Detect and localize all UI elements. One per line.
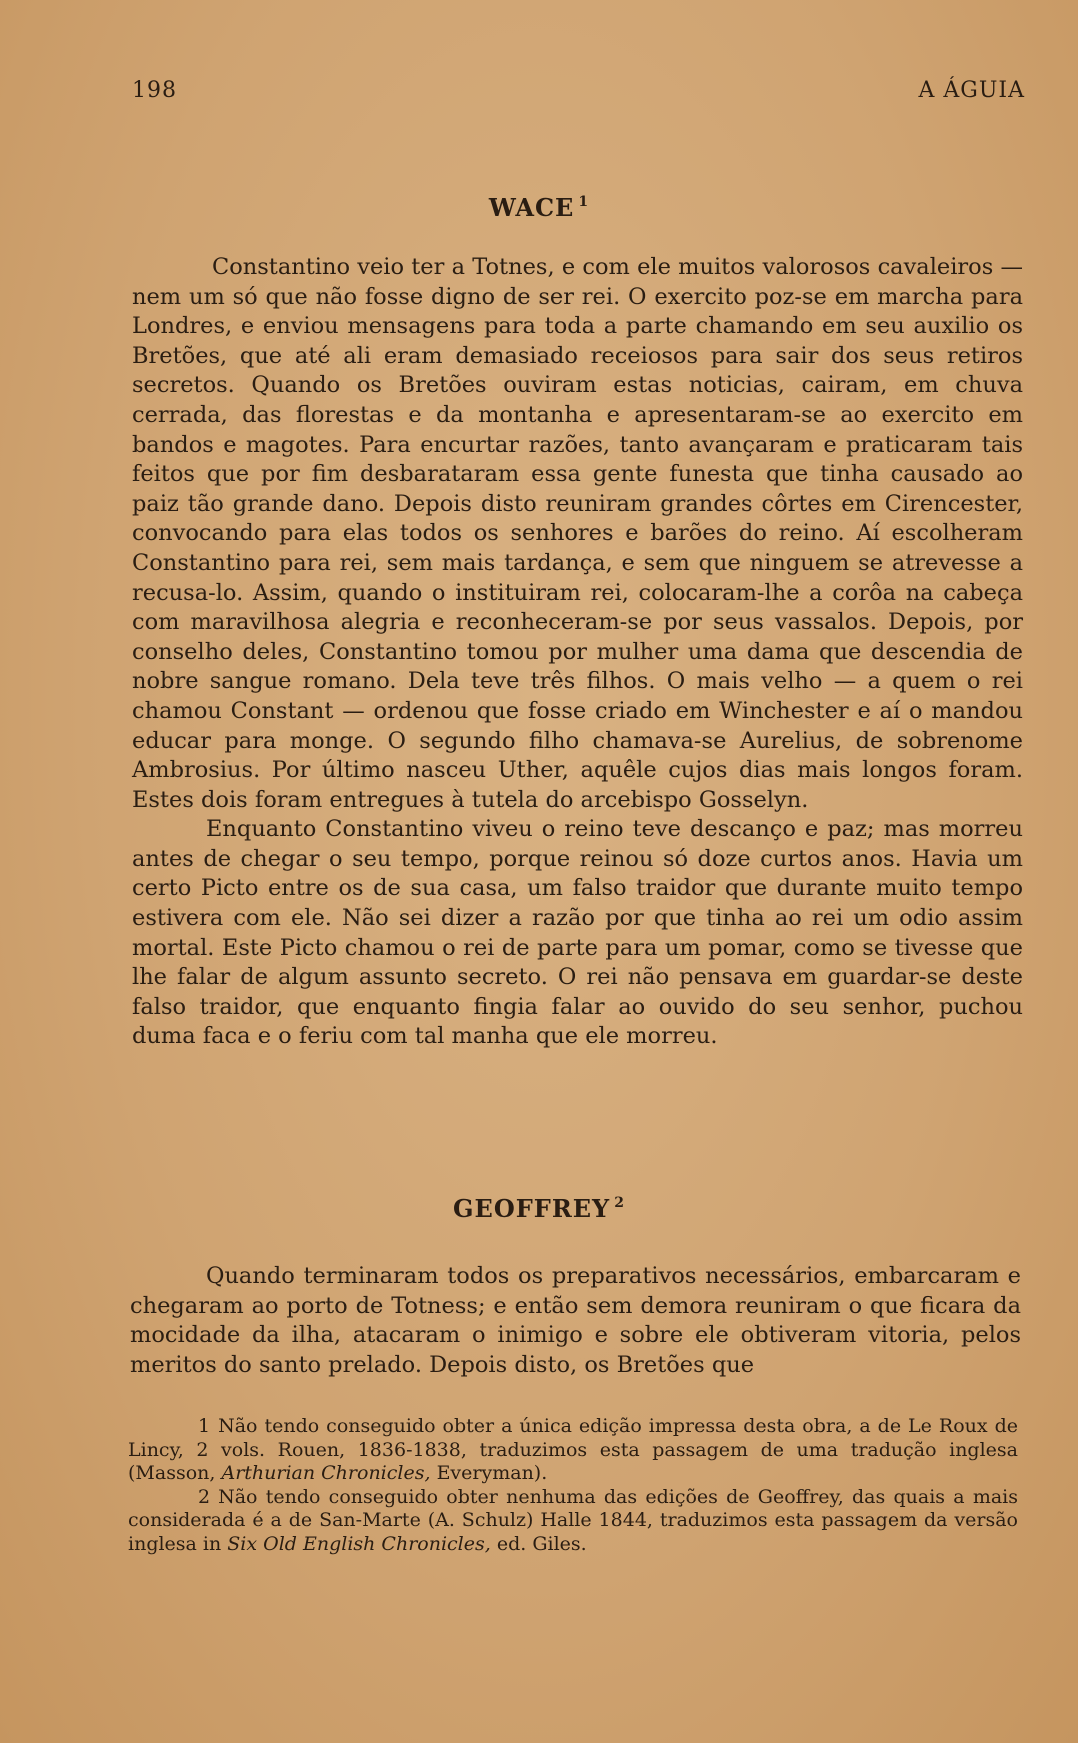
footnote-reference: 1 xyxy=(578,194,590,210)
section-title-text: GEOFFREY xyxy=(453,1194,611,1223)
footnote-book-title: Arthurian Chronicles, xyxy=(221,1462,431,1484)
footnote-1 xyxy=(128,1415,1018,1486)
footnote-text: ed. Giles. xyxy=(496,1532,587,1555)
section-title-geoffrey xyxy=(0,1194,1078,1223)
footnote-mark: 2 xyxy=(198,1485,211,1508)
paragraph: Quando terminaram todos os preparativos necessários, embarcaram e chegaram ao porto de Totness; e então sem demora reuniram o que ficara da mocidade da ilha, atacaram o inimigo e sobre ele obtiveram vitoria, pelos meritos do santo prelado. Depois disto, os Bretões que xyxy=(130,1263,1021,1378)
journal-title: A ÁGUIA xyxy=(918,78,1025,103)
footnote-text: Everyman). xyxy=(436,1462,548,1484)
footnote-reference: 2 xyxy=(614,1195,625,1211)
page-number: 198 xyxy=(132,78,177,103)
footnote-text: Não tendo conseguido obter a única edição impressa desta obra, a de Le Roux de Lincy, 2 vols. Rouen, 1836-1838, traduzimos esta passagem de uma tradução inglesa (Masson, xyxy=(128,1415,1018,1484)
section-title-text: WACE xyxy=(488,193,575,222)
paragraph: Enquanto Constantino viveu o reino teve descanço e paz; mas morreu antes de chegar o seu tempo, porque reinou só doze curtos anos. Havia um certo Picto entre os de sua casa, um falso traidor que durante muito tempo estivera com ele. Não sei dizer a razão por que tinha ao rei um odio assim mortal. Este Picto chamou o rei de parte para um pomar, como se tivesse que lhe falar de algum assunto secreto. O rei não pensava em guardar-se deste falso traidor, que enquanto fingia falar ao ouvido do seu senhor, puchou duma faca e o feriu com tal manha que ele morreu. xyxy=(132,816,1023,1050)
footnote-text: Não tendo conseguido obter nenhuma das edições de Geoffrey, das quais a mais considerada é a de San-Marte (A. Schulz) Halle 1844, traduzimos esta passagem da versão inglesa in xyxy=(128,1485,1018,1555)
footnotes xyxy=(128,1415,1018,1556)
paragraph: Constantino veio ter a Totnes, e com ele muitos valorosos cavaleiros — nem um só que não fosse digno de ser rei. O exercito poz-se em marcha para Londres, e enviou mensagens para toda a parte chamando em seu auxilio os Bretões, que até ali eram demasiado receiosos para sair dos seus retiros secretos. Quando os Bretões ouviram estas noticias, cairam, em chuva cerrada, das florestas e da montanha e apresentaram-se ao exercito em bandos e magotes. Para encurtar razões, tanto avançaram e praticaram tais feitos que por fim desbarataram essa gente funesta que tinha causado ao paiz tão grande dano. Depois disto reuniram grandes côrtes em Cirencester, convocando para elas todos os senhores e barões do reino. Aí escolheram Constantino para rei, sem mais tardança, e sem que ninguem se atrevesse a recusa-lo. Assim, quando o instituiram rei, colocaram-lhe a corôa na cabeça com maravilhosa alegria e reconheceram-se por seus vassalos. Depois, por conselho deles, Constantino tomou por mulher uma dama que descendia de nobre sangue romano. Dela teve três filhos. O mais velho — a quem o rei chamou Constant — ordenou que fosse criado em Winchester e aí o mandou educar para monge. O segundo filho chamava-se Aurelius, de sobrenome Ambrosius. Por último nasceu Uther, aquêle cujos dias mais longos foram. Estes dois foram entregues à tutela do arcebispo Gosselyn. xyxy=(132,254,1023,813)
footnote-book-title: Six Old English Chronicles, xyxy=(227,1532,491,1555)
footnote-2 xyxy=(128,1486,1018,1557)
wace-text xyxy=(132,253,1023,1052)
section-title-wace xyxy=(0,193,1078,222)
running-head xyxy=(132,78,1025,103)
footnote-mark: 1 xyxy=(198,1415,211,1437)
